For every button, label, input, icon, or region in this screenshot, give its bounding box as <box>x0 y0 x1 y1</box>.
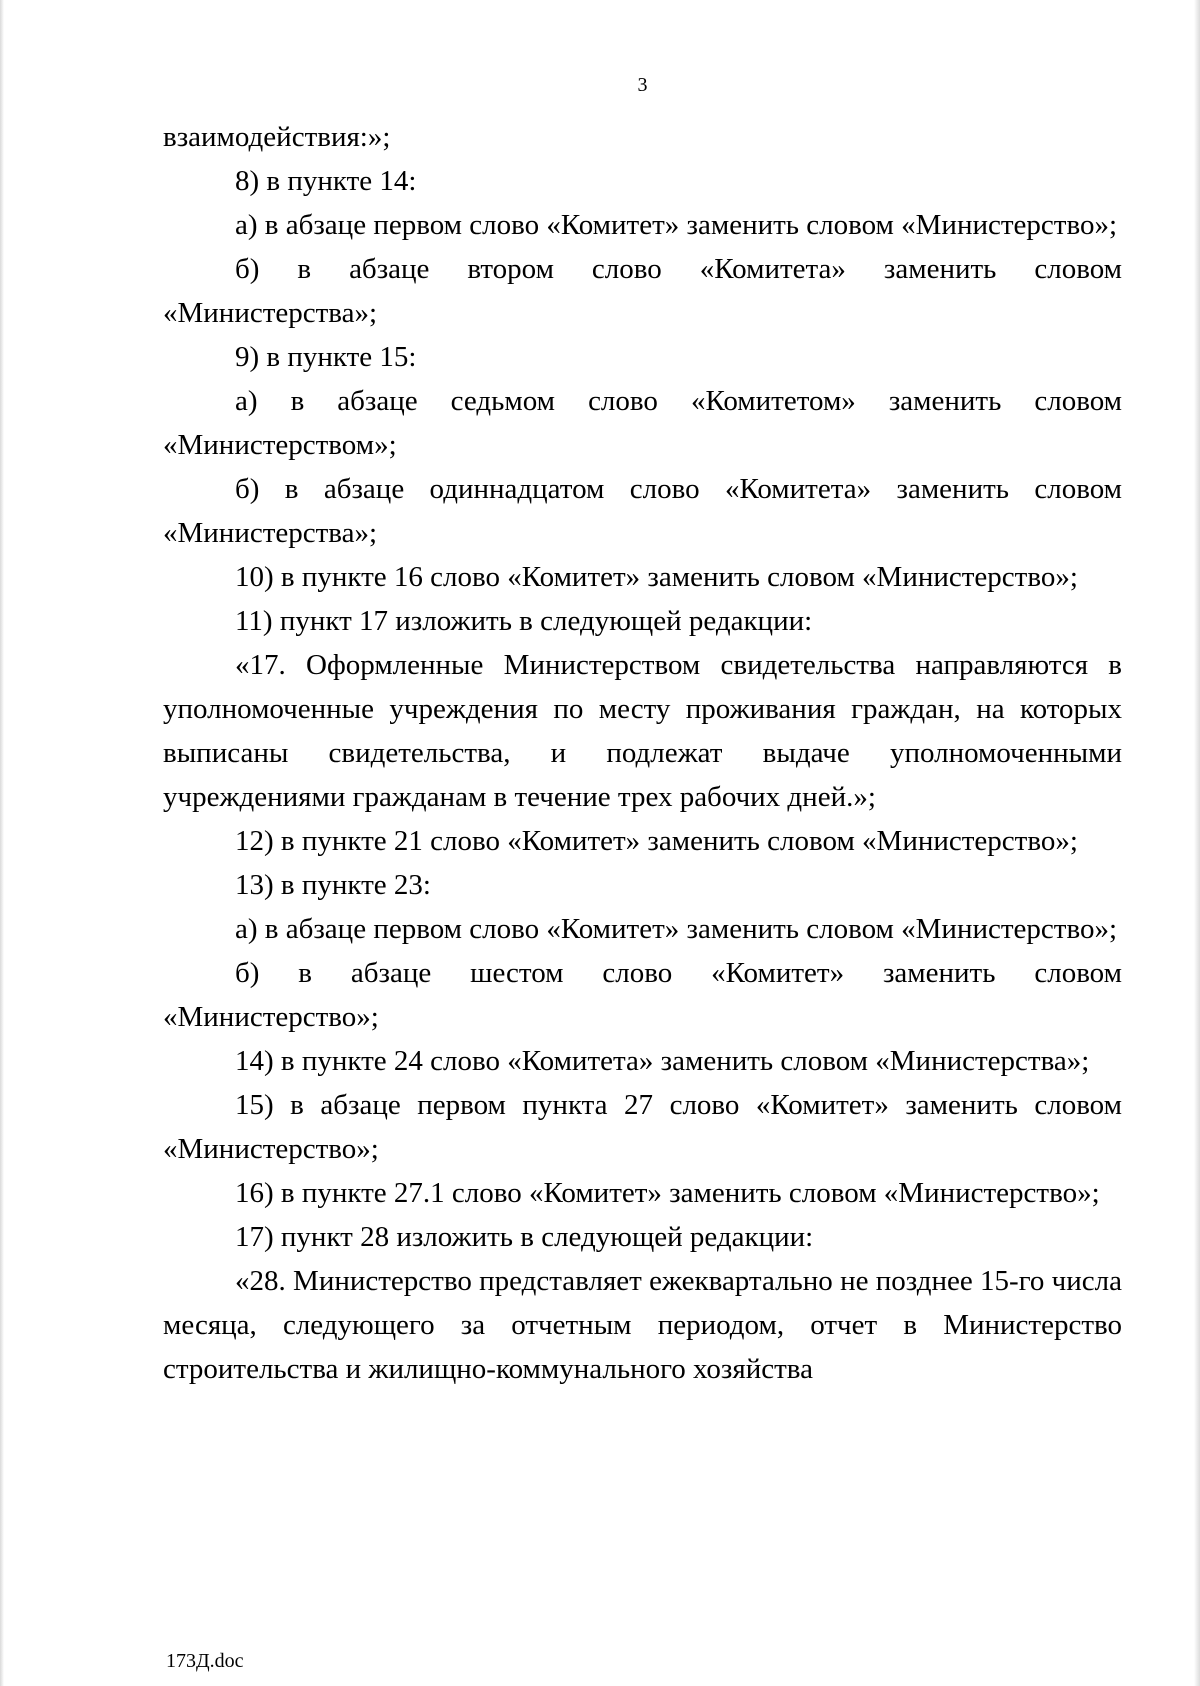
paragraph-item-11: 11) пункт 17 изложить в следующей редакции: <box>235 605 813 637</box>
paragraph-quote-28: «28. Министерство представляет ежеквартально не позднее 15-го числа месяца, следующего за отчетным периодом, отчет в Министерство строительства и жилищно-коммунального хозяйства <box>163 1265 1122 1385</box>
paragraph-item-16: 16) в пункте 27.1 слово «Комитет» заменить словом «Министерство»; <box>235 1177 1100 1209</box>
paragraph-item-9a: а) в абзаце седьмом слово «Комитетом» заменить словом «Министерством»; <box>163 385 1122 461</box>
scan-edge-left <box>0 0 4 1686</box>
paragraph-item-8: 8) в пункте 14: <box>235 165 417 197</box>
paragraph-item-8a: а) в абзаце первом слово «Комитет» заменить словом «Министерство»; <box>235 209 1118 241</box>
paragraph-item-15: 15) в абзаце первом пункта 27 слово «Комитет» заменить словом «Министерство»; <box>163 1089 1122 1165</box>
paragraph-item-10: 10) в пункте 16 слово «Комитет» заменить словом «Министерство»; <box>235 561 1078 593</box>
page-number: 3 <box>637 74 648 96</box>
document-body <box>163 115 1122 1391</box>
paragraph-continuation: взаимодействия:»; <box>163 121 391 153</box>
paragraph-item-13: 13) в пункте 23: <box>235 869 431 901</box>
paragraph-item-9: 9) в пункте 15: <box>235 341 417 373</box>
paragraph-item-13a: а) в абзаце первом слово «Комитет» заменить словом «Министерство»; <box>235 913 1118 945</box>
scan-edge-right <box>1194 0 1200 1686</box>
paragraph-item-8b: б) в абзаце втором слово «Комитета» заменить словом «Министерства»; <box>163 253 1122 329</box>
footer-filename: 173Д.doc <box>166 1650 244 1672</box>
paragraph-item-9b: б) в абзаце одиннадцатом слово «Комитета» заменить словом «Министерства»; <box>163 473 1122 549</box>
paragraph-item-12: 12) в пункте 21 слово «Комитет» заменить словом «Министерство»; <box>235 825 1078 857</box>
paragraph-item-17: 17) пункт 28 изложить в следующей редакции: <box>235 1221 814 1253</box>
paragraph-item-14: 14) в пункте 24 слово «Комитета» заменить словом «Министерства»; <box>235 1045 1090 1077</box>
paragraph-item-13b: б) в абзаце шестом слово «Комитет» заменить словом «Министерство»; <box>163 957 1122 1033</box>
paragraph-quote-17: «17. Оформленные Министерством свидетельства направляются в уполномоченные учреждения по месту проживания граждан, на которых выписаны свидетельства, и подлежат выдаче уполномоченными учреждениями гражданам в течение трех рабочих дней.»; <box>163 649 1122 813</box>
